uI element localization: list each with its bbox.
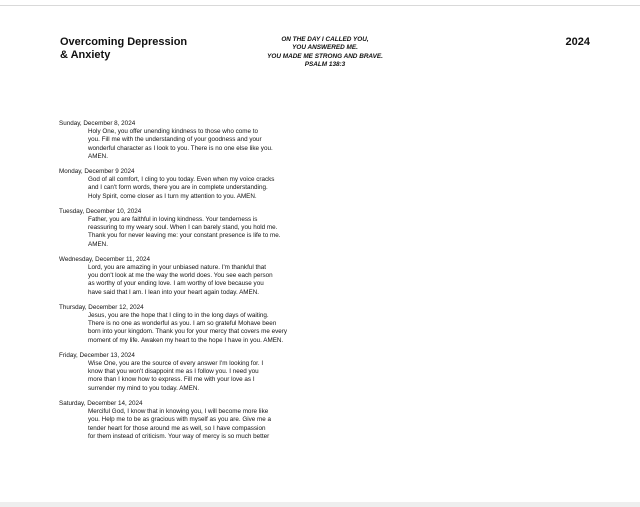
devotional-entry xyxy=(59,168,319,201)
prayer-text-line: for them instead of criticism. Your way of mercy is so much better xyxy=(88,432,270,440)
prayer-text-line: and I can't form words, there you are in complete understanding. xyxy=(88,184,268,192)
prayer-text-line: you. Help me to be as gracious with myself as you are. Give me a xyxy=(88,416,272,424)
entry-date: Sunday, December 8, 2024 xyxy=(59,120,136,127)
prayer-text-line: tender heart for those around me as well, so I have compassion xyxy=(88,424,266,432)
prayer-text-line: Holy One, you offer unending kindness to those who come to xyxy=(88,128,259,136)
prayer-text-line: more than I know how to express. Fill me with your love as I xyxy=(88,376,255,384)
entry-date: Friday, December 13, 2024 xyxy=(59,351,135,359)
scripture-verse xyxy=(230,36,420,70)
top-divider xyxy=(0,5,640,6)
prayer-text-line: you don't look at me the way the world does. You see each person xyxy=(88,272,273,280)
entry-date: Tuesday, December 10, 2024 xyxy=(59,207,142,215)
prayer-text-line: Wise One, you are the source of every answer I'm looking for. I xyxy=(88,360,264,368)
verse-reference: PSALM 138:3 xyxy=(304,61,346,69)
devotional-entries xyxy=(59,120,319,448)
prayer-text-line: Jesus, you are the hope that I cling to in the long days of waiting. xyxy=(88,312,269,320)
entry-date: Wednesday, December 11, 2024 xyxy=(59,255,151,263)
prayer-text-line: Thank you for never leaving me: your constant presence is life to me. xyxy=(88,232,281,240)
prayer-text-line: moment of my life. Awaken my heart to the hope I have in you. AMEN. xyxy=(88,336,284,344)
devotional-entry xyxy=(59,304,319,345)
prayer-text-line: Merciful God, I know that in knowing you, I will become more like xyxy=(88,408,269,416)
prayer-text-line: reassuring to my weary soul. When I can barely stand, you hold me. xyxy=(88,224,278,232)
verse-line: YOU ANSWERED ME. xyxy=(292,44,358,52)
prayer-text-line: God of all comfort, I cling to you today. Even when my voice cracks xyxy=(88,176,275,184)
prayer-text-line: born into your kingdom. Thank you for your mercy that covers me every xyxy=(88,328,288,336)
prayer-text-line: Father, you are faithful in loving kindness. Your tenderness is xyxy=(88,216,258,224)
prayer-text-line: know that you won't disappoint me as I follow you. I need you xyxy=(88,368,259,376)
devotional-entry xyxy=(59,256,319,297)
entry-date: Monday, December 9 2024 xyxy=(59,168,135,176)
year-label: 2024 xyxy=(565,36,590,48)
entry-date: Saturday, December 14, 2024 xyxy=(59,399,143,407)
verse-line: YOU MADE ME STRONG AND BRAVE. xyxy=(267,52,383,60)
bottom-band xyxy=(0,502,640,507)
prayer-text-line: AMEN. xyxy=(88,240,108,248)
prayer-text-line: you. Fill me with the understanding of your goodness and your xyxy=(88,136,262,144)
prayer-text-line: AMEN. xyxy=(88,152,108,160)
prayer-text-line: wonderful character as I look to you. There is no one else like you. xyxy=(88,144,273,152)
entry-date: Thursday, December 12, 2024 xyxy=(59,303,144,311)
title-line-1: Overcoming Depression xyxy=(60,36,188,48)
prayer-text-line: have said that I am. I lean into your heart again today. AMEN. xyxy=(88,288,260,296)
devotional-entry xyxy=(59,352,319,393)
devotional-entry xyxy=(59,208,319,249)
prayer-text-line: Holy Spirit, come closer as I turn my attention to you. AMEN. xyxy=(88,192,257,200)
title-line-2: & Anxiety xyxy=(60,49,111,61)
devotional-entry xyxy=(59,120,319,161)
prayer-text-line: There is no one as wonderful as you. I am so grateful Mohave been xyxy=(88,320,277,328)
page-title xyxy=(60,36,190,62)
prayer-text-line: as worthy of your ending love. I am worthy of love because you xyxy=(88,280,264,288)
devotional-entry xyxy=(59,400,319,441)
verse-line: ON THE DAY I CALLED YOU, xyxy=(281,36,369,43)
prayer-text-line: surrender my mind to you today. AMEN. xyxy=(88,384,200,392)
prayer-text-line: Lord, you are amazing in your unbiased nature. I'm thankful that xyxy=(88,264,266,272)
